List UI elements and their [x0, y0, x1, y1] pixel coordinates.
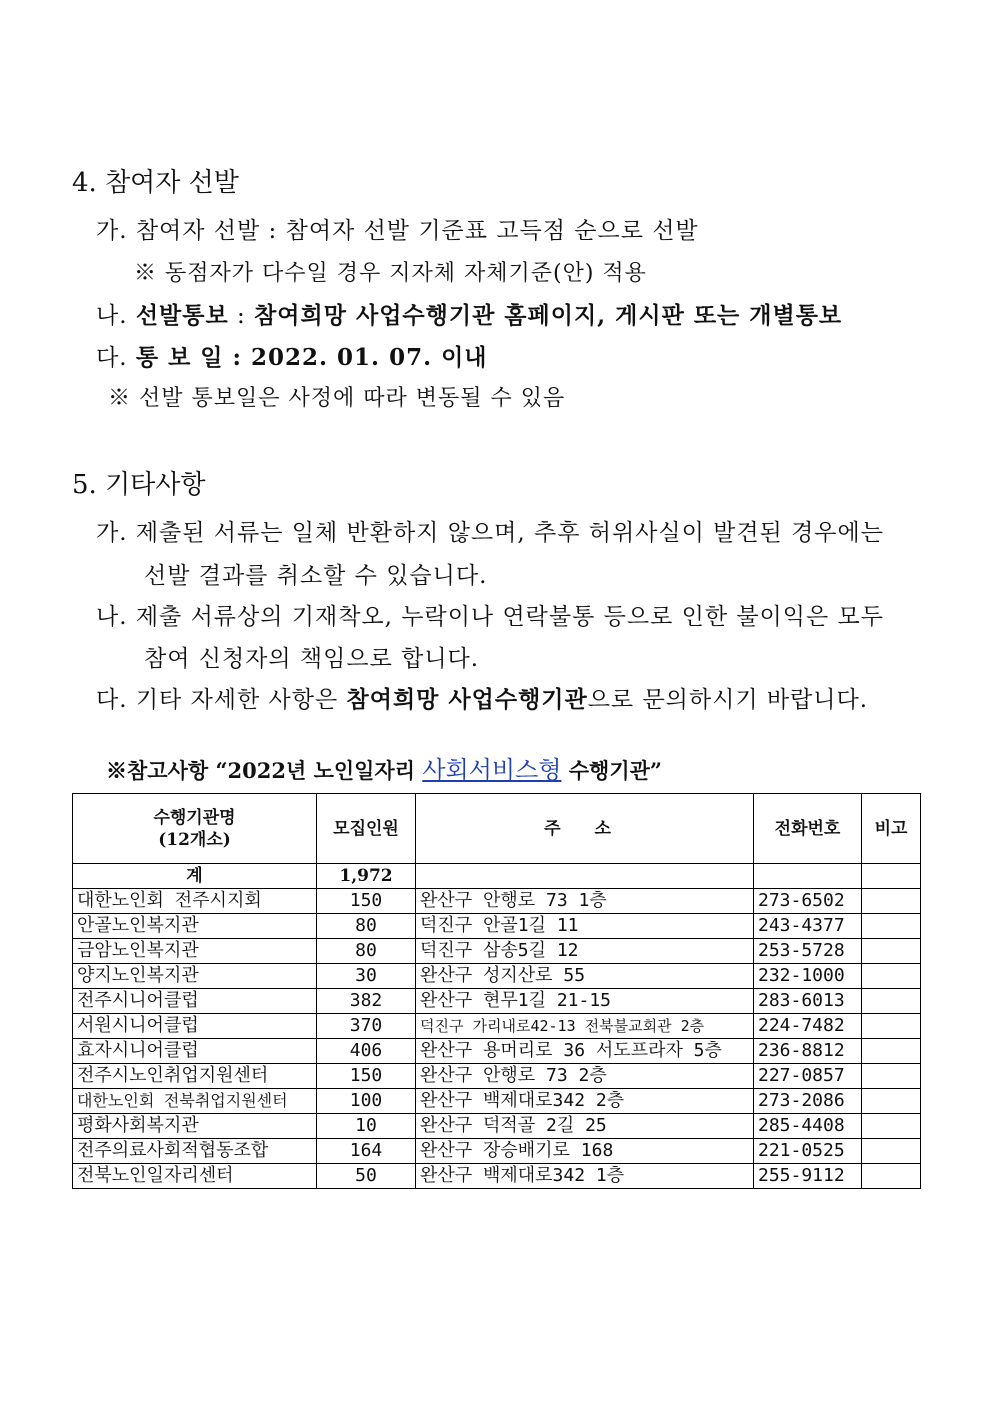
table-row — [73, 1089, 921, 1114]
total-count: 1,972 — [317, 864, 416, 889]
table-row — [73, 914, 921, 939]
section-5-item-da — [96, 681, 868, 714]
address: 완산구 안행로 73 2층 — [416, 1064, 754, 1089]
agency-name: 금암노인복지관 — [73, 939, 317, 964]
section-4-item-na — [96, 297, 842, 330]
phone-number: 221-0525 — [754, 1139, 862, 1164]
phone-number: 232-1000 — [754, 964, 862, 989]
table-row — [73, 1014, 921, 1039]
address: 완산구 안행로 73 1층 — [416, 889, 754, 914]
header-address — [416, 794, 754, 864]
note — [862, 939, 921, 964]
recruit-count: 100 — [317, 1089, 416, 1114]
total-phone — [754, 864, 862, 889]
address: 완산구 용머리로 36 서도프라자 5층 — [416, 1039, 754, 1064]
note — [862, 1039, 921, 1064]
section-5-item-na-line1: 나. 제출 서류상의 기재착오, 누락이나 연락불통 등으로 인한 불이익은 모두 — [96, 604, 884, 630]
agency-table — [72, 793, 921, 1189]
section-4-note-da: ※ 선발 통보일은 사정에 따라 변동될 수 있음 — [108, 386, 566, 411]
recruit-count: 150 — [317, 889, 416, 914]
header-name-line2: (12개소) — [158, 829, 231, 850]
item-na-body: 참여희망 사업수행기관 홈페이지, 게시판 또는 개별통보 — [254, 302, 843, 329]
reference-suffix: 수행기관” — [561, 758, 662, 783]
item-na-head: 선발통보 — [135, 302, 229, 329]
header-name — [73, 794, 317, 864]
recruit-count: 80 — [317, 939, 416, 964]
note — [862, 889, 921, 914]
agency-name: 전주시니어클럽 — [73, 989, 317, 1014]
phone-number: 227-0857 — [754, 1064, 862, 1089]
recruit-count: 80 — [317, 914, 416, 939]
phone-number: 273-6502 — [754, 889, 862, 914]
agency-name: 전북노인일자리센터 — [73, 1164, 317, 1189]
note — [862, 989, 921, 1014]
total-address — [416, 864, 754, 889]
item-da-bold: 참여희망 사업수행기관 — [346, 686, 588, 713]
item-na-colon: : — [228, 303, 255, 329]
header-name-line1: 수행기관명 — [153, 807, 236, 828]
table-header-row — [73, 794, 921, 864]
note — [862, 914, 921, 939]
address: 완산구 백제대로342 2층 — [416, 1089, 754, 1114]
note — [862, 1114, 921, 1139]
address: 완산구 성지산로 55 — [416, 964, 754, 989]
phone-number: 285-4408 — [754, 1114, 862, 1139]
agency-name: 대한노인회 전주시지회 — [73, 889, 317, 914]
section-5-item-na-line2: 참여 신청자의 책임으로 합니다. — [144, 646, 480, 672]
header-phone: 전화번호 — [754, 794, 862, 864]
recruit-count: 150 — [317, 1064, 416, 1089]
note — [862, 1164, 921, 1189]
total-label: 계 — [73, 864, 317, 889]
table-row — [73, 1164, 921, 1189]
table-total-row — [73, 864, 921, 889]
item-da-label: 다. — [96, 345, 136, 371]
header-note: 비고 — [862, 794, 921, 864]
table-row — [73, 989, 921, 1014]
section-4-item-ga: 가. 참여자 선발 : 참여자 선발 기준표 고득점 순으로 선발 — [96, 218, 699, 244]
section-5-item-ga-line1: 가. 제출된 서류는 일체 반환하지 않으며, 추후 허위사실이 발견된 경우에는 — [96, 520, 884, 546]
phone-number: 283-6013 — [754, 989, 862, 1014]
agency-name: 전주시노인취업지원센터 — [73, 1064, 317, 1089]
header-count: 모집인원 — [317, 794, 416, 864]
table-row — [73, 964, 921, 989]
phone-number: 236-8812 — [754, 1039, 862, 1064]
table-row — [73, 889, 921, 914]
phone-number: 273-2086 — [754, 1089, 862, 1114]
recruit-count: 382 — [317, 989, 416, 1014]
recruit-count: 10 — [317, 1114, 416, 1139]
recruit-count: 370 — [317, 1014, 416, 1039]
total-note — [862, 864, 921, 889]
note — [862, 1014, 921, 1039]
reference-heading — [106, 750, 662, 785]
note — [862, 964, 921, 989]
address: 완산구 현무1길 21-15 — [416, 989, 754, 1014]
section-5-item-ga-line2: 선발 결과를 취소할 수 있습니다. — [144, 563, 488, 589]
table-row — [73, 1114, 921, 1139]
phone-number: 243-4377 — [754, 914, 862, 939]
recruit-count: 30 — [317, 964, 416, 989]
table-row — [73, 939, 921, 964]
section-4-item-da — [96, 339, 488, 372]
phone-number: 224-7482 — [754, 1014, 862, 1039]
agency-name: 대한노인회 전북취업지원센터 — [73, 1089, 317, 1114]
item-da-pre: 다. 기타 자세한 사항은 — [96, 687, 347, 713]
item-na-label: 나. — [96, 303, 136, 329]
agency-name: 양지노인복지관 — [73, 964, 317, 989]
reference-prefix: ※참고사항 “2022년 노인일자리 — [106, 758, 423, 783]
section-5-title: 5. 기타사항 — [72, 470, 206, 500]
section-4-title: 4. 참여자 선발 — [72, 168, 239, 198]
agency-name: 효자시니어클럽 — [73, 1039, 317, 1064]
table-row — [73, 1064, 921, 1089]
agency-name: 안골노인복지관 — [73, 914, 317, 939]
item-da-post: 으로 문의하시기 바랍니다. — [587, 687, 869, 713]
table-row — [73, 1039, 921, 1064]
item-da-head: 통 보 일 — [135, 344, 224, 371]
item-da-body: : 2022. 01. 07. 이내 — [223, 344, 488, 371]
address: 덕진구 가리내로42-13 전북불교회관 2층 — [416, 1014, 754, 1039]
phone-number: 253-5728 — [754, 939, 862, 964]
agency-name: 전주의료사회적협동조합 — [73, 1139, 317, 1164]
recruit-count: 164 — [317, 1139, 416, 1164]
note — [862, 1064, 921, 1089]
recruit-count: 406 — [317, 1039, 416, 1064]
agency-name: 평화사회복지관 — [73, 1114, 317, 1139]
recruit-count: 50 — [317, 1164, 416, 1189]
address: 덕진구 삼송5길 12 — [416, 939, 754, 964]
agency-name: 서원시니어클럽 — [73, 1014, 317, 1039]
address: 완산구 덕적골 2길 25 — [416, 1114, 754, 1139]
section-4-note-ga: ※ 동점자가 다수일 경우 지자체 자체기준(안) 적용 — [134, 261, 647, 286]
note — [862, 1089, 921, 1114]
note — [862, 1139, 921, 1164]
address: 완산구 장승배기로 168 — [416, 1139, 754, 1164]
address: 덕진구 안골1길 11 — [416, 914, 754, 939]
reference-link[interactable]: 사회서비스형 — [422, 756, 562, 784]
address: 완산구 백제대로342 1층 — [416, 1164, 754, 1189]
header-address-label: 주 소 — [544, 818, 625, 839]
table-row — [73, 1139, 921, 1164]
phone-number: 255-9112 — [754, 1164, 862, 1189]
